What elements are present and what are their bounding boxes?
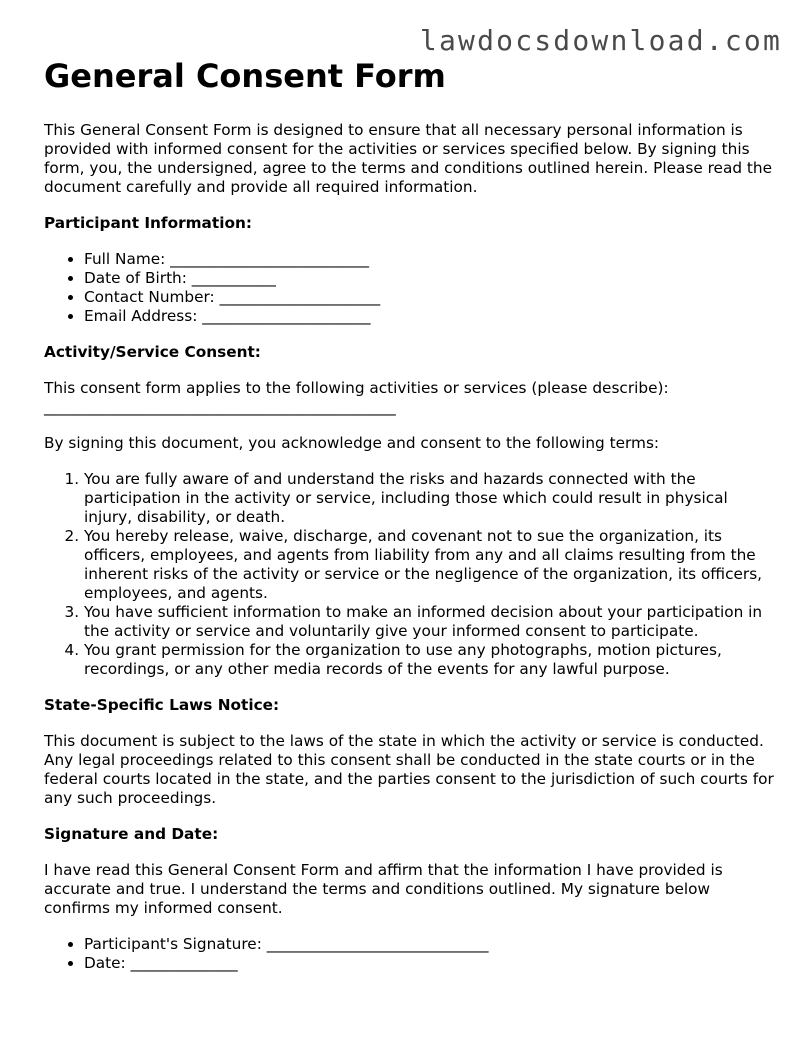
participant-heading: Participant Information: xyxy=(44,214,252,232)
term-item: 1. You are fully aware of and understand the risks and hazards connected with the participation in the activity or service, including those which could result in physical injury, disability, or death. xyxy=(84,470,774,527)
signature-paragraph: I have read this General Consent Form and affirm that the information I have provided is accurate and true. I understand the terms and conditions outlined. My signature below confirms my informed consent. xyxy=(44,861,723,917)
date-of-birth-field: • Date of Birth: ___________ xyxy=(84,269,774,288)
signature-heading: Signature and Date: xyxy=(44,825,219,843)
state-laws-heading: State-Specific Laws Notice: xyxy=(44,696,280,714)
document-page xyxy=(44,56,774,973)
activity-applies-paragraph: This consent form applies to the following activities or services (please describe): ______________________________________________ xyxy=(44,379,669,416)
page-title: General Consent Form xyxy=(44,57,446,95)
activity-heading: Activity/Service Consent: xyxy=(44,343,261,361)
terms-list xyxy=(44,470,774,679)
participant-fields-list xyxy=(44,250,774,326)
email-address-field: • Email Address: ______________________ xyxy=(84,307,774,326)
watermark: lawdocsdownload.com xyxy=(419,24,782,57)
term-item: 3. You have sufficient information to make an informed decision about your participation in the activity or service and voluntarily give your informed consent to participate. xyxy=(84,603,774,641)
state-laws-paragraph: This document is subject to the laws of the state in which the activity or service is conducted. Any legal proceedings related to this consent shall be conducted in the state courts or in the federal courts located in the state, and the parties consent to the jurisdiction of such courts for any such proceedings. xyxy=(44,732,774,807)
contact-number-field: • Contact Number: _____________________ xyxy=(84,288,774,307)
participant-signature-field: • Participant's Signature: _____________________________ xyxy=(84,935,774,954)
term-item: 2. You hereby release, waive, discharge, and covenant not to sue the organization, its officers, employees, and agents from liability from any and all claims resulting from the inherent risks of the activity or service or the negligence of the organization, its officers, employees, and agents. xyxy=(84,527,774,603)
signature-fields-list xyxy=(44,935,774,973)
signature-date-field: • Date: ______________ xyxy=(84,954,774,973)
term-item: 4. You grant permission for the organization to use any photographs, motion pictures, recordings, or any other media records of the events for any lawful purpose. xyxy=(84,641,774,679)
full-name-field: • Full Name: __________________________ xyxy=(84,250,774,269)
intro-paragraph: This General Consent Form is designed to ensure that all necessary personal information is provided with informed consent for the activities or services specified below. By signing this form, you, the undersigned, agree to the terms and conditions outlined herein. Please read the document carefully and provide all required information. xyxy=(44,121,773,196)
acknowledge-paragraph: By signing this document, you acknowledge and consent to the following terms: xyxy=(44,434,660,452)
